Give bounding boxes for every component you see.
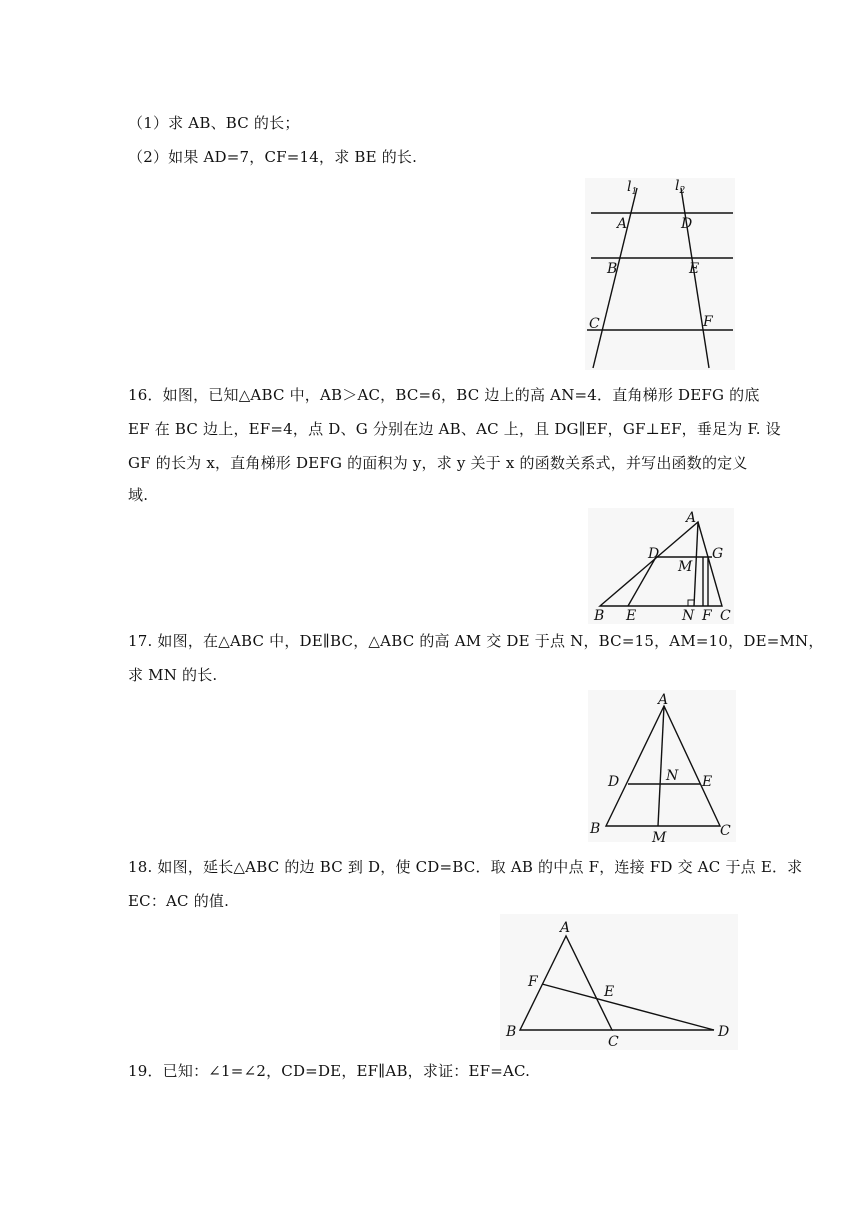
q16-line4: 域. <box>128 486 149 504</box>
label-E: E <box>626 608 637 624</box>
figure-15 <box>585 178 735 370</box>
label-F: F <box>703 314 713 330</box>
label-E: E <box>702 774 713 790</box>
label-E: E <box>689 261 700 277</box>
label-B: B <box>607 261 618 277</box>
label-N: N <box>666 768 679 784</box>
label-B: B <box>506 1024 517 1040</box>
label-D: D <box>648 546 660 562</box>
label-B: B <box>594 608 605 624</box>
label-M: M <box>652 830 667 842</box>
label-E: E <box>604 984 615 1000</box>
label-F: F <box>702 608 712 624</box>
label-D: D <box>608 774 620 790</box>
q15-part1: （1）求 AB、BC 的长； <box>128 114 300 132</box>
figure-16 <box>588 508 734 624</box>
q16-line2: EF 在 BC 边上，EF=4，点 D、G 分别在边 AB、AC 上，且 DG∥EF，GF⊥EF，垂足为 F. 设 <box>128 420 781 438</box>
q19-line1: 19．已知：∠1=∠2，CD=DE，EF∥AB，求证：EF=AC. <box>128 1062 531 1080</box>
label-A: A <box>686 510 697 526</box>
figure-18 <box>500 914 738 1050</box>
q15-part2: （2）如果 AD=7，CF=14，求 BE 的长. <box>128 148 418 166</box>
figure-17 <box>588 690 736 842</box>
label-D: D <box>681 216 693 232</box>
label-l2: $l_2$ <box>675 178 686 196</box>
label-C: C <box>720 823 731 839</box>
label-G: G <box>712 546 724 562</box>
label-F: F <box>528 974 538 990</box>
label-C: C <box>720 608 731 624</box>
q17-line2: 求 MN 的长. <box>128 666 218 684</box>
label-l1: $l_1$ <box>627 179 638 197</box>
q16-line1: 16．如图，已知△ABC 中，AB＞AC，BC=6，BC 边上的高 AN=4．直角梯形 DEFG 的底 <box>128 386 760 404</box>
label-C: C <box>608 1034 619 1050</box>
q18-line2: EC：AC 的值. <box>128 892 230 910</box>
label-A: A <box>560 920 571 936</box>
q18-line1: 18. 如图，延长△ABC 的边 BC 到 D，使 CD=BC．取 AB 的中点 F，连接 FD 交 AC 于点 E．求 <box>128 858 803 876</box>
label-N: N <box>682 608 695 624</box>
label-B: B <box>590 821 601 837</box>
label-A: A <box>617 216 628 232</box>
label-C: C <box>589 316 600 332</box>
label-M: M <box>678 559 693 575</box>
label-D: D <box>718 1024 730 1040</box>
q16-line3: GF 的长为 x，直角梯形 DEFG 的面积为 y，求 y 关于 x 的函数关系式，并写出函数的定义 <box>128 454 748 472</box>
q17-line1: 17. 如图，在△ABC 中，DE∥BC，△ABC 的高 AM 交 DE 于点 N，BC=15，AM=10，DE=MN， <box>128 632 824 650</box>
label-A: A <box>658 692 669 708</box>
